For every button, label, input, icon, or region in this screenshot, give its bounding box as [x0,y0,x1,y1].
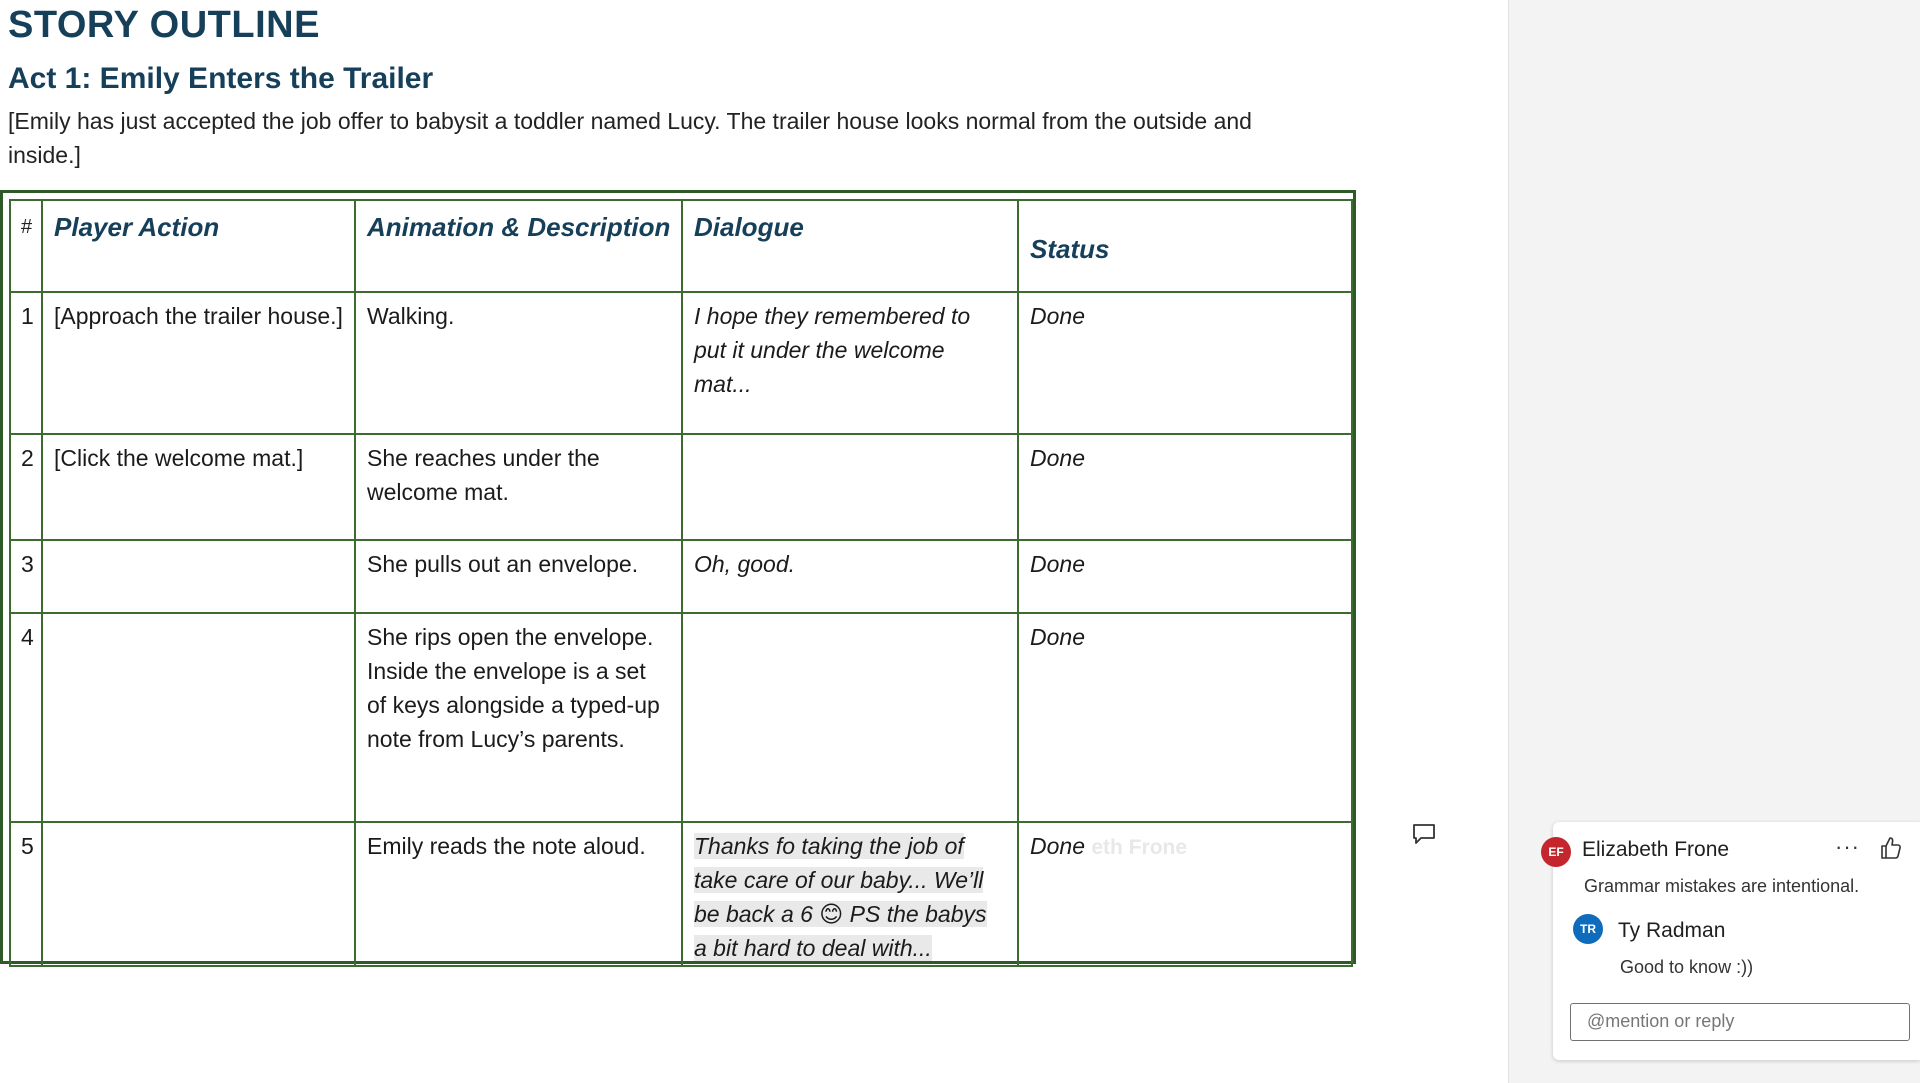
header-player-action: Player Action [42,200,355,292]
act-heading: Act 1: Emily Enters the Trailer [8,62,434,95]
cell-dialogue[interactable]: Oh, good. [682,540,1018,613]
avatar-ef: EF [1541,837,1571,867]
row-number: 4 [10,613,42,822]
document-title: STORY OUTLINE [8,4,320,46]
cell-animation[interactable]: Walking. [355,292,682,434]
reply-author: Ty Radman [1618,919,1726,942]
table-row [10,540,1352,613]
ghost-author-text: eth Frone [1091,836,1188,859]
comment-text: Grammar mistakes are intentional. [1584,876,1860,896]
cell-animation[interactable]: She rips open the envelope. Inside the envelope is a set of keys alongside a typed-up note from Lucy’s parents. [355,613,682,822]
cell-player-action[interactable]: [Approach the trailer house.] [42,292,355,434]
table-row [10,822,1352,966]
reply-text: Good to know :)) [1620,957,1754,977]
cell-animation[interactable]: She pulls out an envelope. [355,540,682,613]
table-row [10,613,1352,822]
outline-table [9,199,1353,967]
note-line-1: Thanks fo taking the job of [694,833,964,859]
more-options-button[interactable]: ··· [1835,834,1860,859]
comment-marker-icon[interactable] [1412,823,1436,845]
row-number: 5 [10,822,42,966]
like-icon[interactable] [1879,835,1903,861]
status-text: Done [1030,833,1085,859]
cell-player-action[interactable] [42,613,355,822]
note-line-4: a bit hard to deal with... [694,935,932,961]
table-row [10,292,1352,434]
cell-status[interactable] [1018,822,1352,966]
cell-status[interactable]: Done [1018,292,1352,434]
header-animation: Animation & Description [355,200,682,292]
header-num: # [10,200,42,292]
header-status: Status [1018,200,1352,292]
cell-status[interactable]: Done [1018,540,1352,613]
cell-status[interactable]: Done [1018,434,1352,540]
note-line-2: take care of our baby... We’ll [694,867,984,893]
header-dialogue: Dialogue [682,200,1018,292]
cell-status[interactable]: Done [1018,613,1352,822]
row-number: 2 [10,434,42,540]
note-line-3: be back a 6 😊 PS the babys [694,901,987,927]
cell-dialogue[interactable]: I hope they remembered to put it under the welcome mat... [682,292,1018,434]
cell-dialogue-commented[interactable] [682,822,1018,966]
comment-author: Elizabeth Frone [1582,838,1730,861]
row-number: 3 [10,540,42,613]
table-header-row [10,200,1352,292]
outline-table-frame [0,190,1356,964]
cell-animation[interactable]: She reaches under the welcome mat. [355,434,682,540]
cell-dialogue[interactable] [682,613,1018,822]
cell-dialogue[interactable] [682,434,1018,540]
reply-input[interactable]: @mention or reply [1570,1003,1910,1041]
cell-player-action[interactable] [42,540,355,613]
row-number: 1 [10,292,42,434]
table-row [10,434,1352,540]
cell-player-action[interactable] [42,822,355,966]
intro-paragraph: [Emily has just accepted the job offer to babysit a toddler named Lucy. The trailer house looks normal from the outside and inside.] [8,108,1252,168]
cell-animation[interactable]: Emily reads the note aloud. [355,822,682,966]
avatar-tr: TR [1573,914,1603,944]
cell-player-action[interactable]: [Click the welcome mat.] [42,434,355,540]
